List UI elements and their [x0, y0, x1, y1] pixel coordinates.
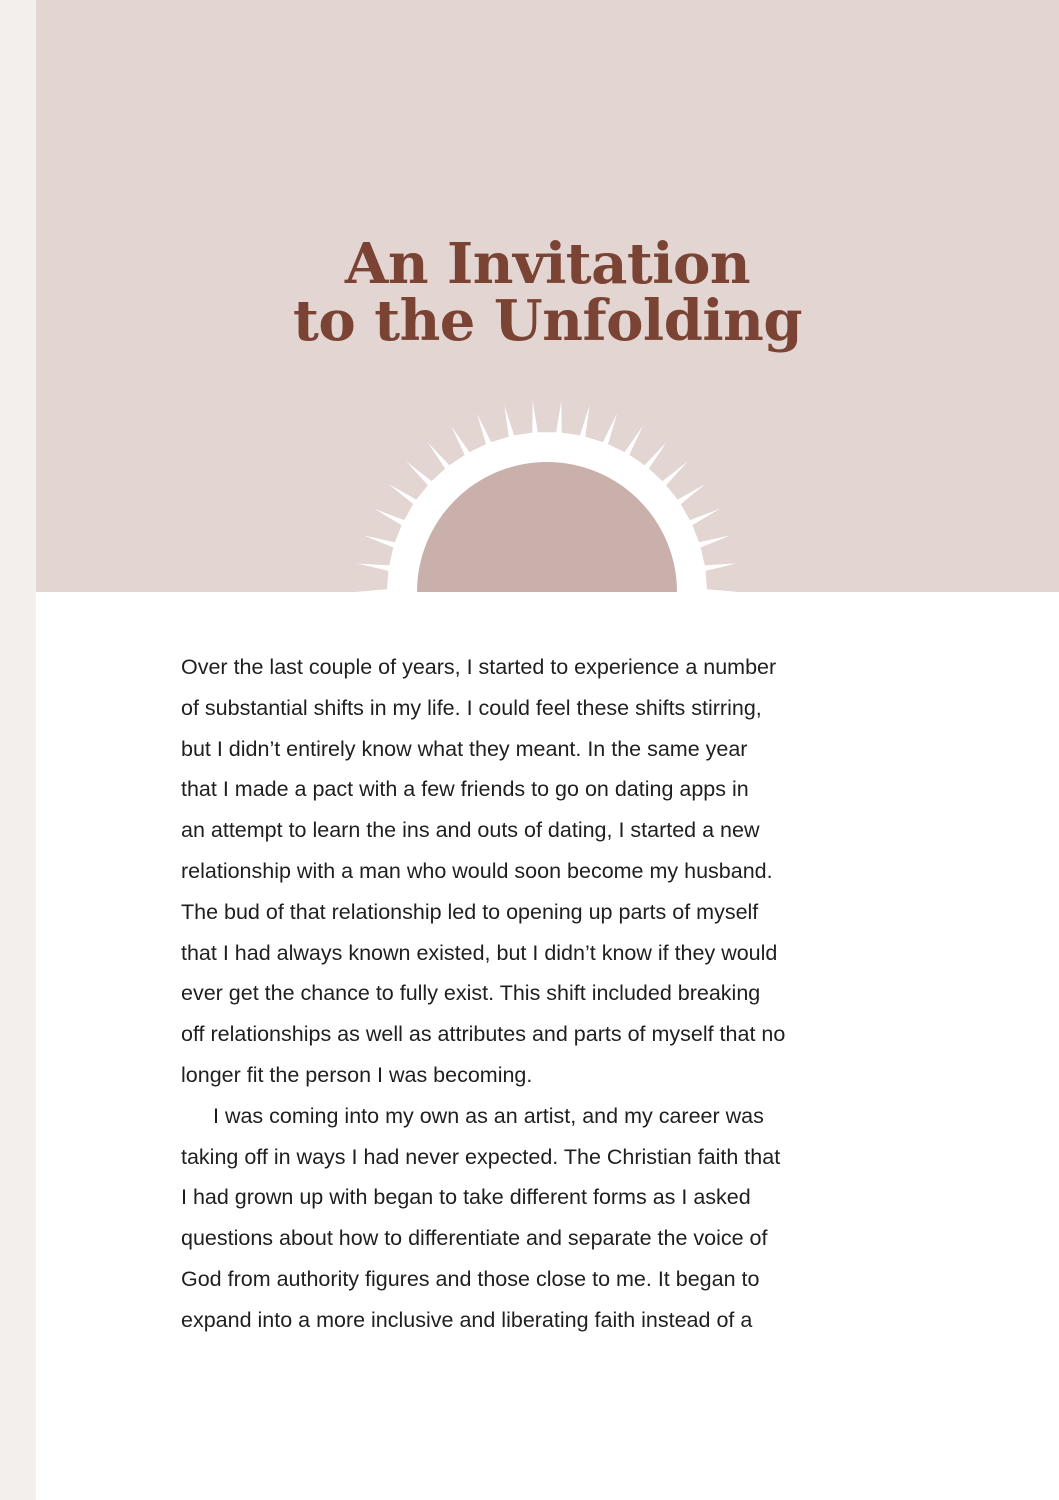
chapter-title-line-1: An Invitation [344, 231, 751, 297]
paragraph-2 [181, 1096, 901, 1341]
text-line: but I didn’t entirely know what they meant. In the same year [181, 736, 748, 761]
text-line: longer fit the person I was becoming. [181, 1062, 533, 1087]
text-line: relationship with a man who would soon become my husband. [181, 858, 773, 883]
text-line: ever get the chance to fully exist. This shift included breaking [181, 981, 761, 1006]
body-text [181, 647, 901, 1341]
text-line: I was coming into my own as an artist, and my career was [213, 1103, 764, 1128]
chapter-title [36, 231, 1059, 355]
text-line: I had grown up with began to take different forms as I asked [181, 1185, 751, 1210]
text-line: off relationships as well as attributes and parts of myself that no [181, 1022, 786, 1047]
text-line: questions about how to differentiate and separate the voice of [181, 1226, 768, 1251]
paragraph-1 [181, 647, 901, 1096]
text-line: The bud of that relationship led to opening up parts of myself [181, 899, 759, 924]
page-edge [0, 0, 36, 1500]
text-line: Over the last couple of years, I started to experience a number [181, 655, 777, 679]
text-line: taking off in ways I had never expected. The Christian faith that [181, 1144, 781, 1169]
text-line: an attempt to learn the ins and outs of dating, I started a new [181, 818, 760, 843]
text-line: expand into a more inclusive and liberating faith instead of a [181, 1307, 753, 1332]
text-line: that I made a pact with a few friends to go on dating apps in [181, 777, 749, 802]
text-line: of substantial shifts in my life. I could feel these shifts stirring, [181, 695, 762, 720]
text-line: that I had always known existed, but I didn’t know if they would [181, 940, 778, 965]
text-line: God from authority figures and those close to me. It began to [181, 1266, 760, 1291]
chapter-title-line-2: to the Unfolding [293, 288, 802, 355]
